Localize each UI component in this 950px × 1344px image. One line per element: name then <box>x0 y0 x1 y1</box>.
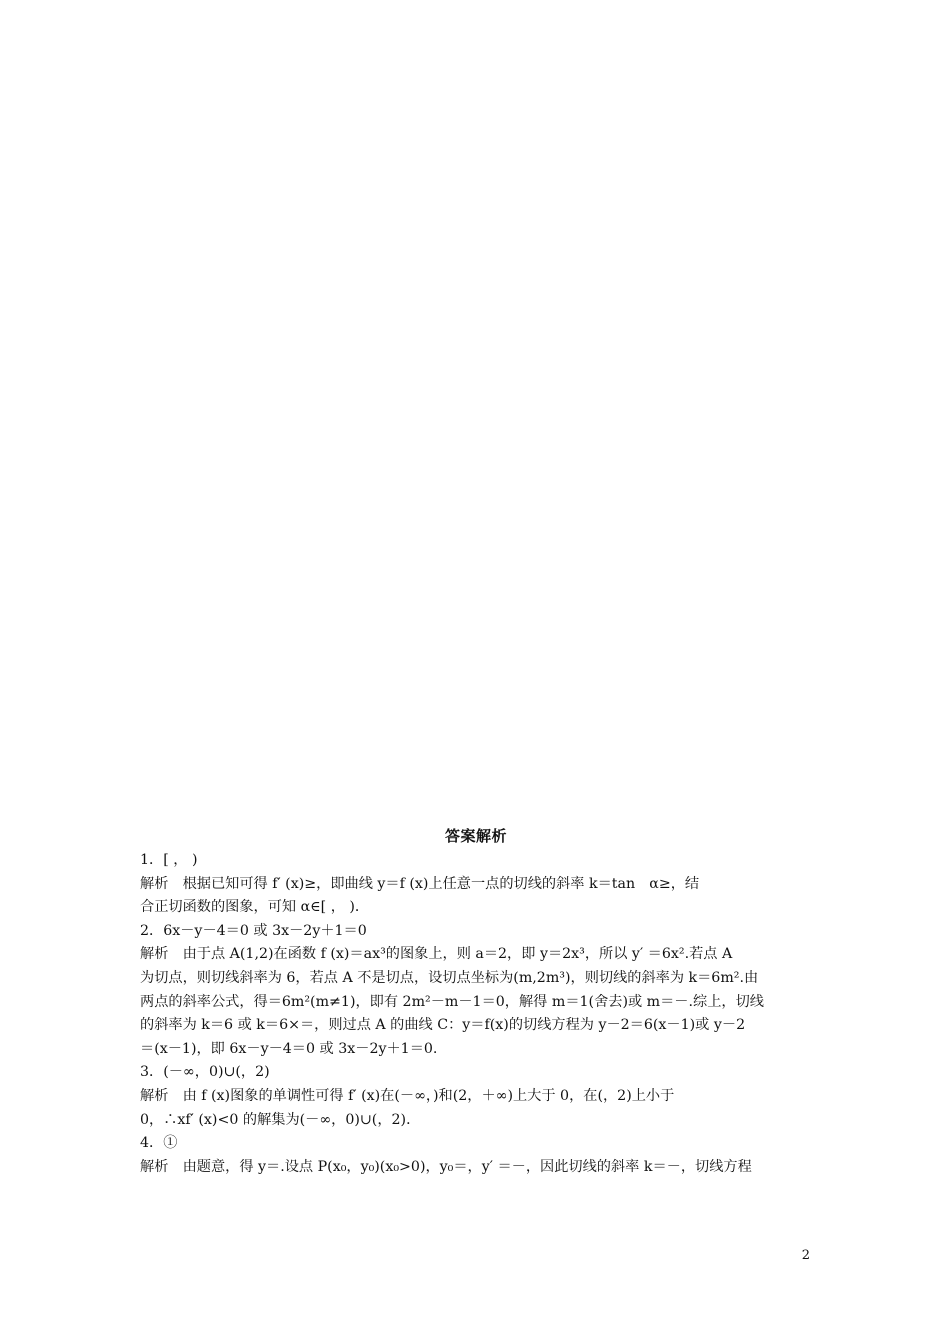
text-line: 解析 由 f (x)图象的单调性可得 f′ (x)在(－∞，)和(2，＋∞)上大于 0，在(，2)上小于 <box>140 1087 675 1104</box>
text-line: 合正切函数的图象，可知 α∈[ ， )． <box>140 899 370 916</box>
text-line: 3．(－∞，0)∪(，2) <box>140 1064 270 1081</box>
page-number: 2 <box>801 1248 810 1263</box>
text-line: 为切点，则切线斜率为 6，若点 A 不是切点，设切点坐标为(m,2m³)，则切线的斜率为 k＝6m².由 <box>140 969 759 986</box>
text-line: 解析 由于点 A(1,2)在函数 f (x)＝ax³的图象上，则 a＝2，即 y＝2x³，所以 y′ ＝6x².若点 A <box>140 946 733 963</box>
text-line: 两点的斜率公式，得＝6m²(m≠1)，即有 2m²－m－1＝0，解得 m＝1(舍去)或 m＝－.综上，切线 <box>140 993 764 1010</box>
text-line: 4．① <box>140 1135 178 1152</box>
section-title: 答案解析 <box>444 827 507 845</box>
text-line: 解析 由题意，得 y＝.设点 P(x₀，y₀)(x₀>0)，y₀＝，y′ ＝－，因此切线的斜率 k＝－，切线方程 <box>140 1158 752 1175</box>
text-line: 0，∴xf′ (x)<0 的解集为(－∞，0)∪(，2)． <box>140 1111 421 1128</box>
text-line: ＝(x－1)，即 6x－y－4＝0 或 3x－2y＋1＝0. <box>140 1040 438 1057</box>
text-line: 解析 根据已知可得 f′ (x)≥，即曲线 y＝f (x)上任意一点的切线的斜率 k＝tan α≥，结 <box>140 875 700 892</box>
text-line: 2．6x－y－4＝0 或 3x－2y＋1＝0 <box>140 922 367 939</box>
text-line: 的斜率为 k＝6 或 k＝6×＝，则过点 A 的曲线 C：y＝f(x)的切线方程为 y－2＝6(x－1)或 y－2 <box>140 1017 746 1034</box>
answer-section <box>140 824 812 1179</box>
text-line: 1．[ ， ) <box>140 852 198 868</box>
